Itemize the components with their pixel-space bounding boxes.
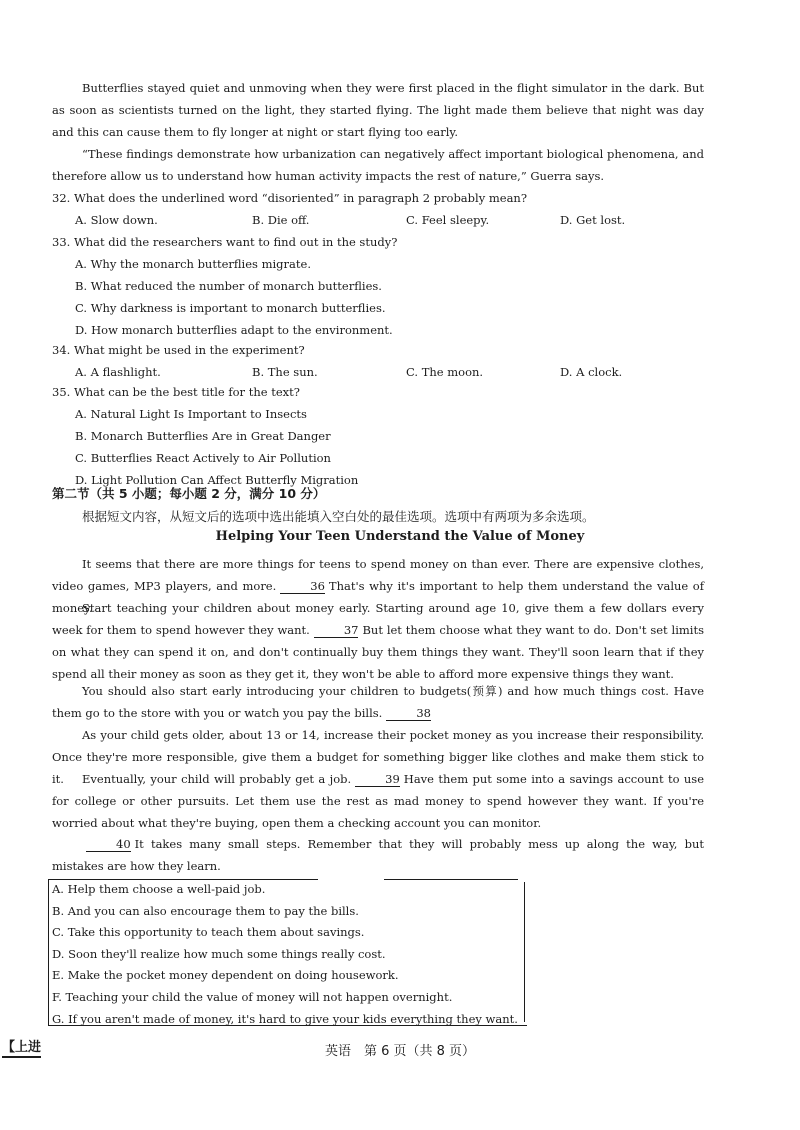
cloze-p3-text-a: You should also start early introducing your children to budgets(预算) and how much things cost. Have them go to the store with you or watch you pay the bills. [52, 684, 704, 720]
q33-option-c[interactable]: C. Why darkness is important to monarch butterflies. [75, 301, 386, 315]
section-2-instruction: 根据短文内容，从短文后的选项中选出能填入空白处的最佳选项。选项中有两项为多余选项。 [82, 509, 595, 524]
choice-g[interactable]: G. If you aren't made of money, it's hard to give your kids everything they want. [52, 1011, 518, 1026]
q32-option-c[interactable]: C. Feel sleepy. [406, 213, 490, 227]
choice-c[interactable]: C. Take this opportunity to teach them about savings. [52, 925, 365, 940]
cloze-p6-text: It takes many small steps. Remember that they will probably mess up along the way, but mistakes are how they learn. [52, 837, 704, 873]
choice-e[interactable]: E. Make the pocket money dependent on doing housework. [52, 968, 399, 983]
choice-d[interactable]: D. Soon they'll realize how much some things really cost. [52, 946, 386, 961]
q34-option-c[interactable]: C. The moon. [406, 365, 484, 379]
q34-option-a[interactable]: A. A flashlight. [75, 365, 161, 379]
page-number-footer: 英语 第 6 页（共 8 页） [324, 1044, 476, 1059]
q32-option-a[interactable]: A. Slow down. [75, 213, 158, 227]
blank-39[interactable]: 39 [355, 772, 400, 787]
cloze-p1-text-b: That's why it's important to help them understand the value of money. [52, 579, 704, 615]
cloze-paragraph-5 [52, 768, 704, 834]
cloze-paragraph-4: As your child gets older, about 13 or 14, increase their pocket money as you increase their responsibility. Once they're more responsible, give them a budget for something bigger like clothes and make them stick to it. [52, 728, 704, 786]
q34-option-b[interactable]: B. The sun. [252, 365, 318, 379]
passage-title: Helping Your Teen Understand the Value of Money [215, 529, 585, 544]
question-32-stem: 32. What does the underlined word “disoriented” in paragraph 2 probably mean? [52, 191, 527, 205]
q35-option-b[interactable]: B. Monarch Butterflies Are in Great Danger [75, 429, 331, 443]
cloze-p2-text-a: Start teaching your children about money early. Starting around age 10, give them a few dollars every week for them to spend however they want. [52, 601, 704, 637]
question-34-stem: 34. What might be used in the experiment? [52, 343, 305, 357]
cloze-paragraph-2 [52, 597, 704, 685]
choice-b[interactable]: B. And you can also encourage them to pay the bills. [52, 903, 359, 918]
q35-option-a[interactable]: A. Natural Light Is Important to Insects [75, 407, 307, 421]
q33-option-b[interactable]: B. What reduced the number of monarch butterflies. [75, 279, 382, 293]
blank-40[interactable]: 40 [86, 837, 131, 852]
choice-a[interactable]: A. Help them choose a well-paid job. [52, 882, 266, 896]
passage-paragraph-2: “These findings demonstrate how urbanization can negatively affect important biological phenomena, and therefore allow us to understand how human activity impacts the rest of nature,” Guerra says. [52, 147, 704, 183]
cloze-p2-text-b: But let them choose what they want to do. Don't set limits on what they can spend it on, and don't continually buy them things they want. They'll soon learn that if they spend all their money as soon as they get it, they won't be able to afford more expensive things they want. [52, 623, 704, 681]
cloze-p1-text-a: It seems that there are more things for teens to spend money on than ever. There are expensive clothes, video games, MP3 players, and more. [52, 557, 704, 593]
q32-option-b[interactable]: B. Die off. [252, 213, 310, 227]
section-2-heading: 第二节（共 5 小题；每小题 2 分，满分 10 分） [52, 486, 326, 501]
cloze-p5-text-a: Eventually, your child will probably get a job. [82, 772, 352, 786]
cloze-paragraph-6 [52, 833, 704, 877]
passage-paragraph-1: Butterflies stayed quiet and unmoving when they were first placed in the flight simulator in the dark. But as soon as scientists turned on the light, they started flying. The light made them believe that night was day and this can cause them to fly longer at night or start flying too early. [52, 81, 704, 139]
choice-f[interactable]: F. Teaching your child the value of money will not happen overnight. [52, 989, 453, 1004]
q34-option-d[interactable]: D. A clock. [560, 365, 623, 379]
q35-option-d[interactable]: D. Light Pollution Can Affect Butterfly Migration [75, 473, 359, 487]
cloze-paragraph-3 [52, 680, 704, 724]
q32-option-d[interactable]: D. Get lost. [560, 213, 626, 227]
q33-option-a[interactable]: A. Why the monarch butterflies migrate. [75, 257, 311, 271]
q33-option-d[interactable]: D. How monarch butterflies adapt to the environment. [75, 323, 393, 337]
blank-38[interactable]: 38 [386, 706, 431, 721]
choices-list [52, 879, 518, 1030]
question-35-stem: 35. What can be the best title for the text? [52, 385, 300, 399]
cloze-p5-text-b: Have them put some into a savings account to use for college or other pursuits. Let them use the rest as mad money to spend however they want. If you're worried about what they're buying, open them a checking account you can monitor. [52, 772, 704, 830]
choices-box-right-line [524, 882, 525, 1022]
corner-mark: 【上进 [2, 1040, 41, 1058]
blank-37[interactable]: 37 [314, 623, 359, 638]
question-33-stem: 33. What did the researchers want to find out in the study? [52, 235, 398, 249]
q35-option-c[interactable]: C. Butterflies React Actively to Air Pollution [75, 451, 331, 465]
blank-36[interactable]: 36 [280, 579, 325, 594]
